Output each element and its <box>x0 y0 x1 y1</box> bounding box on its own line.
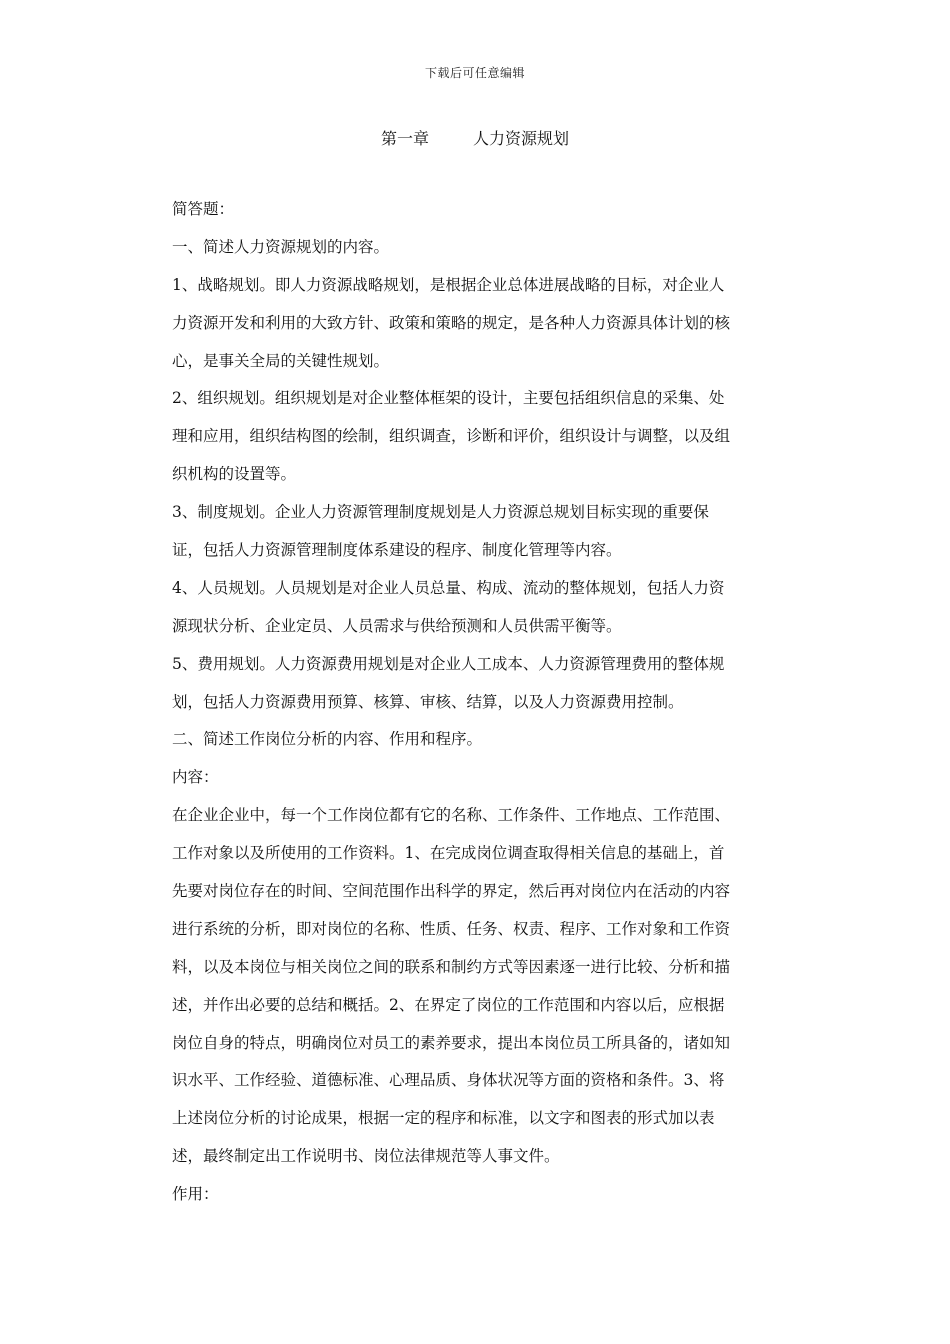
page-header: 下载后可任意编辑 <box>424 66 525 80</box>
text-line: 先要对岗位存在的时间、空间范围作出科学的界定，然后再对岗位内在活动的内容 <box>172 882 731 901</box>
text-line: 一、简述人力资源规划的内容。 <box>172 237 390 256</box>
chapter-number: 第一章 <box>380 129 429 148</box>
text-line: 在企业企业中，每一个工作岗位都有它的名称、工作条件、工作地点、工作范围、 <box>172 806 731 825</box>
text-line: 5、费用规划。人力资源费用规划是对企业人工成本、人力资源管理费用的整体规 <box>172 654 725 673</box>
text-line: 料，以及本岗位与相关岗位之间的联系和制约方式等因素逐一进行比较、分析和描 <box>172 957 731 976</box>
text-line: 作用： <box>172 1185 219 1204</box>
text-line: 进行系统的分析，即对岗位的名称、性质、任务、权责、程序、工作对象和工作资 <box>172 919 731 938</box>
text-line: 述，并作出必要的总结和概括。2、在界定了岗位的工作范围和内容以后，应根据 <box>172 995 725 1014</box>
text-line: 二、简述工作岗位分析的内容、作用和程序。 <box>172 730 483 749</box>
text-line: 述，最终制定出工作说明书、岗位法律规范等人事文件。 <box>172 1147 560 1166</box>
text-line: 1、战略规划。即人力资源战略规划，是根据企业总体进展战略的目标，对企业人 <box>172 275 725 294</box>
text-line: 4、人员规划。人员规划是对企业人员总量、构成、流动的整体规划，包括人力资 <box>172 578 725 597</box>
text-line: 理和应用，组织结构图的绘制，组织调查，诊断和评价，组织设计与调整，以及组 <box>172 427 731 446</box>
text-line: 划，包括人力资源费用预算、核算、审核、结算，以及人力资源费用控制。 <box>172 692 684 711</box>
text-line: 内容： <box>172 768 219 787</box>
text-line: 心，是事关全局的关键性规划。 <box>172 351 390 370</box>
text-line: 3、制度规划。企业人力资源管理制度规划是人力资源总规划目标实现的重要保 <box>172 503 709 522</box>
text-line: 证，包括人力资源管理制度体系建设的程序、制度化管理等内容。 <box>172 541 622 560</box>
chapter-name: 人力资源规划 <box>473 129 570 148</box>
text-line: 工作对象以及所使用的工作资料。1、在完成岗位调查取得相关信息的基础上，首 <box>172 844 725 863</box>
text-line: 织机构的设置等。 <box>172 465 297 484</box>
chapter-title <box>0 126 950 149</box>
document-body <box>172 196 778 1219</box>
text-line: 2、组织规划。组织规划是对企业整体框架的设计，主要包括组织信息的采集、处 <box>172 389 725 408</box>
text-line: 源现状分析、企业定员、人员需求与供给预测和人员供需平衡等。 <box>172 616 622 635</box>
text-line: 岗位自身的特点，明确岗位对员工的素养要求，提出本岗位员工所具备的，诸如知 <box>172 1033 731 1052</box>
text-line: 力资源开发和利用的大致方针、政策和策略的规定，是各种人力资源具体计划的核 <box>172 313 731 332</box>
text-line: 简答题： <box>172 200 235 218</box>
text-line: 上述岗位分析的讨论成果，根据一定的程序和标准，以文字和图表的形式加以表 <box>172 1109 715 1128</box>
text-line: 识水平、工作经验、道德标准、心理品质、身体状况等方面的资格和条件。3、将 <box>172 1071 725 1090</box>
